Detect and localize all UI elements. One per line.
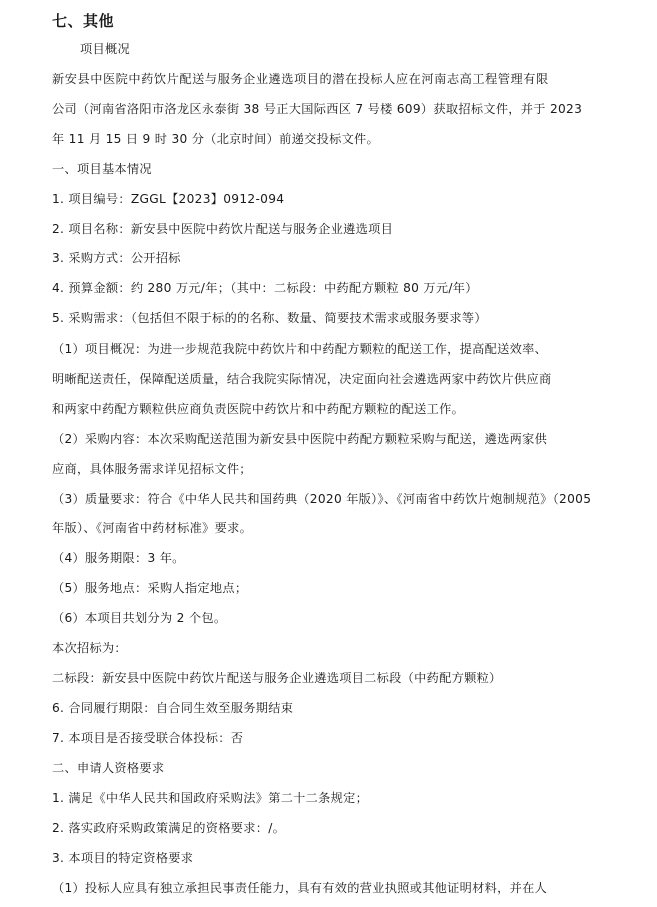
- paragraph-line: 二标段：新安县中医院中药饮片配送与服务企业遴选项目二标段（中药配方颗粒）: [52, 671, 502, 685]
- list-item: 4. 预算金额：约 280 万元/年；（其中：二标段：中药配方颗粒 80 万元/年）: [52, 281, 478, 295]
- list-item: 6. 合同履行期限：自合同生效至服务期结束: [52, 701, 294, 715]
- paragraph-line: 年 11 月 15 日 9 时 30 分（北京时间）前递交投标文件。: [52, 132, 380, 146]
- paragraph-line: （6）本项目共划分为 2 个包。: [52, 611, 227, 625]
- list-item: 3. 本项目的特定资格要求: [52, 851, 194, 865]
- paragraph-line: （3）质量要求：符合《中华人民共和国药典（2020 年版）》、《河南省中药饮片炮制规范》（2005: [52, 492, 592, 506]
- list-item: 7. 本项目是否接受联合体投标：否: [52, 731, 244, 745]
- list-item: 1. 满足《中华人民共和国政府采购法》第二十二条规定；: [52, 791, 369, 805]
- list-item: 2. 项目名称：新安县中医院中药饮片配送与服务企业遴选项目: [52, 222, 394, 236]
- section-heading: 二、申请人资格要求: [52, 761, 165, 775]
- paragraph-line: 公司（河南省洛阳市洛龙区永泰街 38 号正大国际西区 7 号楼 609）获取招标文件，并于 2023: [52, 102, 583, 116]
- paragraph-line: 应商，具体服务需求详见招标文件；: [52, 462, 252, 476]
- paragraph-line: 和两家中药配方颗粒供应商负责医院中药饮片和中药配方颗粒的配送工作。: [52, 402, 465, 416]
- list-item: 5. 采购需求：（包括但不限于标的的名称、数量、简要技术需求或服务要求等）: [52, 311, 487, 325]
- paragraph-line: （4）服务期限：3 年。: [52, 551, 185, 565]
- list-item: 1. 项目编号：ZGGL【2023】0912-094: [52, 192, 285, 206]
- section-heading: 一、项目基本情况: [52, 162, 152, 176]
- paragraph-line: 本次招标为：: [52, 641, 127, 655]
- paragraph-line: （1）投标人应具有独立承担民事责任能力，具有有效的营业执照或其他证明材料，并在人: [52, 881, 548, 895]
- paragraph-line: 年版）、《河南省中药材标准》要求。: [52, 521, 253, 535]
- paragraph-line: 新安县中医院中药饮片配送与服务企业遴选项目的潜在投标人应在河南志高工程管理有限: [52, 72, 549, 86]
- overview-subtitle: 项目概况: [80, 42, 130, 56]
- paragraph-line: （1）项目概况：为进一步规范我院中药饮片和中药配方颗粒的配送工作，提高配送效率、: [52, 342, 548, 356]
- paragraph-line: 明晰配送责任，保障配送质量，结合我院实际情况，决定面向社会遴选两家中药饮片供应商: [52, 372, 552, 386]
- list-item: 2. 落实政府采购政策满足的资格要求：/。: [52, 821, 286, 835]
- paragraph-line: （5）服务地点：采购人指定地点；: [52, 581, 248, 595]
- list-item: 3. 采购方式：公开招标: [52, 251, 181, 265]
- paragraph-line: （2）采购内容：本次采购配送范围为新安县中医院中药配方颗粒采购与配送，遴选两家供: [52, 432, 548, 446]
- section-title: 七、其他: [52, 12, 115, 30]
